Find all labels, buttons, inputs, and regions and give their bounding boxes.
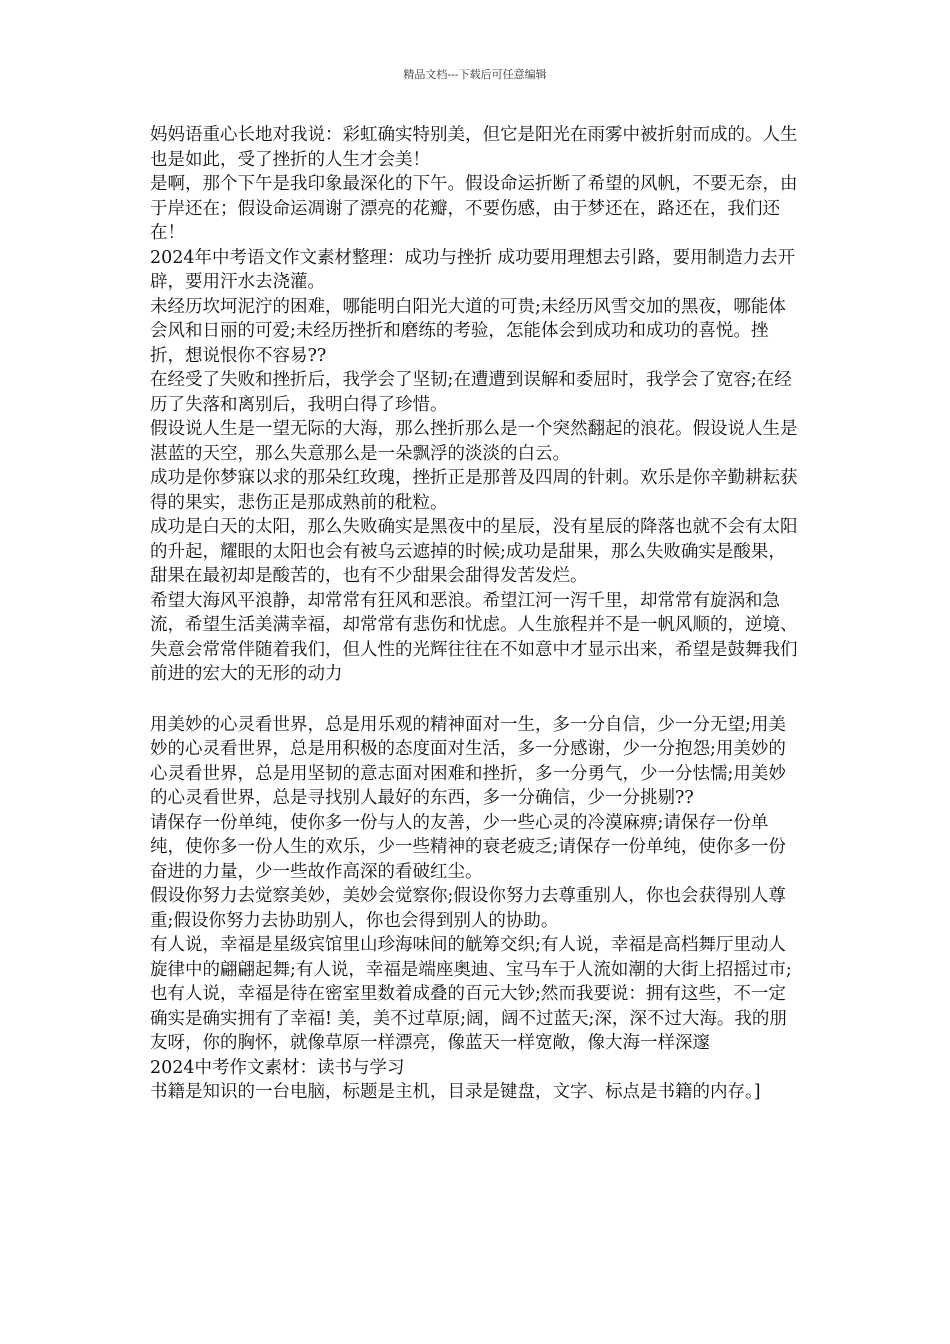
page-header: 精品文档---下载后可任意编辑	[403, 68, 547, 81]
paragraph: 妈妈语重心长地对我说：彩虹确实特别美，但它是阳光在雨雾中被折射而成的。人生也是如此，受了挫折的人生才会美！	[150, 125, 798, 170]
section-heading: 2024中考作文素材：读书与学习	[150, 1057, 405, 1078]
paragraph: 2024年中考语文作文素材整理：成功与挫折 成功要用理想去引路，要用制造力去开辟，要用汗水去浇灌。	[150, 247, 796, 292]
paragraph: 有人说，幸福是星级宾馆里山珍海味间的觥筹交织;有人说，幸福是高档舞厅里动人旋律中的翩翩起舞;有人说，幸福是端座奥迪、宝马车于人流如潮的大街上招摇过市;也有人说，幸福是待在密室里数着成叠的百元大钞;然而我要说：拥有这些，不一定确实是确实拥有了幸福! 美，美不过草原;阔，阔不过蓝天;深，深不过大海。我的朋友呀，你的胸怀，就像草原一样漂亮，像蓝天一样宽敞，像大海一样深邃	[150, 935, 792, 1053]
paragraph: 希望大海风平浪静，却常常有狂风和恶浪。希望江河一泻千里，却常常有旋涡和急流，希望生活美满幸福，却常常有悲伤和忧虑。人生旅程并不是一帆风顺的，逆境、失意会常常伴随着我们，但人性的光辉往往在不如意中才显示出来，希望是鼓舞我们前进的宏大的无形的动力	[150, 590, 798, 684]
paragraph: 假设你努力去觉察美妙，美妙会觉察你;假设你努力去尊重别人，你也会获得别人尊重;假设你努力去协助别人，你也会得到别人的协助。	[150, 886, 786, 931]
paragraph-spacer	[150, 687, 800, 713]
paragraph: 在经受了失败和挫折后，我学会了坚韧;在遭遭到误解和委屈时，我学会了宽容;在经历了失落和离别后，我明白得了珍惜。	[150, 370, 792, 415]
paragraph: 用美妙的心灵看世界，总是用乐观的精神面对一生，多一分自信，少一分无望;用美妙的心灵看世界，总是用积极的态度面对生活，多一分感谢，少一分抱怨;用美妙的心灵看世界，总是用坚韧的意志面对困难和挫折，多一分勇气，少一分怯懦;用美妙的心灵看世界，总是寻找别人最好的东西，多一分确信，少一分挑剔??	[150, 714, 786, 808]
paragraph: 成功是白天的太阳，那么失败确实是黑夜中的星辰，没有星辰的降落也就不会有太阳的升起，耀眼的太阳也会有被乌云遮掉的时候;成功是甜果，那么失败确实是酸果，甜果在最初却是酸苦的，也有不少甜果会甜得发苦发烂。	[150, 517, 798, 586]
paragraph: 未经历坎坷泥泞的困难，哪能明白阳光大道的可贵;未经历风雪交加的黑夜，哪能体会风和日丽的可爱;未经历挫折和磨练的考验，怎能体会到成功和成功的喜悦。挫折，想说恨你不容易??	[150, 296, 786, 366]
paragraph: 假设说人生是一望无际的大海，那么挫折那么是一个突然翻起的浪花。假设说人生是湛蓝的天空，那么失意那么是一朵飘浮的淡淡的白云。	[150, 419, 798, 464]
paragraph: 请保存一份单纯，使你多一份与人的友善，少一些心灵的冷漠麻痹;请保存一份单纯，使你多一份人生的欢乐，少一些精神的衰老疲乏;请保存一份单纯，使你多一份奋进的力量，少一些故作高深的看破红尘。	[150, 812, 786, 882]
paragraph: 是啊，那个下午是我印象最深化的下午。假设命运折断了希望的风帆，不要无奈，由于岸还在；假设命运凋谢了漂亮的花瓣，不要伤感，由于梦还在，路还在，我们还在！	[150, 174, 798, 243]
paragraph: 成功是你梦寐以求的那朵红玫瑰，挫折正是那普及四周的针刺。欢乐是你辛勤耕耘获得的果实，悲伤正是那成熟前的秕粒。	[150, 468, 798, 513]
document-body	[150, 123, 800, 1105]
paragraph: 书籍是知识的一台电脑，标题是主机，目录是键盘，文字、标点是书籍的内存。]	[150, 1082, 761, 1102]
